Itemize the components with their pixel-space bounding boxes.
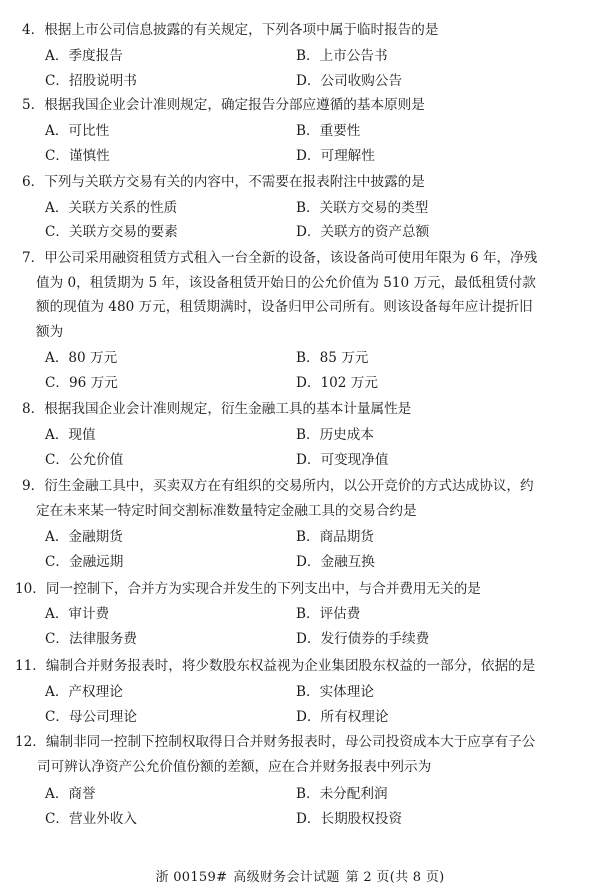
question-number: 8． — [22, 401, 45, 417]
option-c: C．谨慎性 — [45, 148, 110, 164]
option-d: D．可理解性 — [296, 148, 375, 164]
option-b: B．上市公告书 — [296, 48, 388, 64]
question-6 — [22, 170, 582, 195]
question-stem-line: 额为 — [36, 323, 64, 340]
question-stem-line: 甲公司采用融资租赁方式租入一台全新的设备，该设备尚可使用年限为 6 年，净残 — [44, 250, 538, 266]
option-a: A．80 万元 — [45, 350, 118, 366]
option-a: A．季度报告 — [45, 48, 123, 64]
question-stem-line: 定在未来某一特定时间交割标准数量特定金融工具的交易合约是 — [36, 502, 417, 519]
option-c: C．公允价值 — [45, 452, 124, 468]
option-b: B．评估费 — [296, 606, 361, 622]
question-stem: 根据上市公司信息披露的有关规定，下列各项中属于临时报告的是 — [44, 22, 439, 38]
option-b: B．商品期货 — [296, 529, 374, 545]
option-c: C．关联方交易的要素 — [45, 224, 178, 240]
option-d: D．公司收购公告 — [296, 73, 403, 89]
question-9 — [22, 474, 582, 523]
question-12 — [15, 730, 575, 779]
option-c: C．法律服务费 — [45, 631, 137, 647]
question-number: 7． — [22, 250, 45, 266]
question-number: 4． — [22, 22, 45, 38]
question-number: 11． — [15, 658, 46, 674]
question-stem: 同一控制下，合并方为实现合并发生的下列支出中，与合并费用无关的是 — [45, 581, 481, 597]
option-c: C．招股说明书 — [45, 73, 137, 89]
question-number: 10． — [15, 581, 46, 597]
option-d: D．所有权理论 — [296, 709, 389, 725]
option-d: D．可变现净值 — [296, 452, 389, 468]
option-a: A．可比性 — [45, 123, 110, 139]
question-number: 9． — [22, 478, 45, 494]
question-stem: 下列与关联方交易有关的内容中，不需要在报表附注中披露的是 — [44, 174, 425, 190]
option-a: A．商誉 — [45, 786, 96, 802]
option-b: B．未分配利润 — [296, 786, 388, 802]
question-10 — [15, 577, 575, 602]
question-stem-line: 衍生金融工具中，买卖双方在有组织的交易所内，以公开竞价的方式达成协议，约 — [44, 478, 534, 494]
option-d: D．发行债券的手续费 — [296, 631, 430, 647]
question-4 — [22, 18, 582, 43]
option-a: A．审计费 — [45, 606, 110, 622]
question-number: 5． — [22, 97, 45, 113]
option-b: B．历史成本 — [296, 427, 374, 443]
page-number: 第 2 页(共 8 页) — [345, 870, 445, 885]
option-b: B．关联方交易的类型 — [296, 200, 429, 216]
question-stem-line: 司可辨认净资产公允价值份额的差额，应在合并财务报表中列示为 — [37, 758, 432, 775]
option-c: C．金融远期 — [45, 554, 124, 570]
option-c: C．96 万元 — [45, 375, 118, 391]
question-7 — [22, 246, 582, 344]
option-b: B．85 万元 — [296, 350, 369, 366]
question-8 — [22, 397, 582, 422]
option-d: D．关联方的资产总额 — [296, 224, 430, 240]
option-c: C．母公司理论 — [45, 709, 137, 725]
option-a: A．关联方关系的性质 — [45, 200, 178, 216]
question-stem: 编制合并财务报表时，将少数股东权益视为企业集团股东权益的一部分，依据的是 — [45, 658, 536, 674]
option-d: D．长期股权投资 — [296, 811, 403, 827]
option-b: B．实体理论 — [296, 684, 374, 700]
question-stem-line: 值为 0，租赁期为 5 年，该设备租赁开始日的公允价值为 510 万元，最低租赁付款 — [36, 274, 536, 291]
question-stem-line: 编制非同一控制下控制权取得日合并财务报表时，母公司投资成本大于应享有子公 — [45, 734, 536, 750]
question-stem: 根据我国企业会计准则规定，确定报告分部应遵循的基本原则是 — [44, 97, 425, 113]
exam-code: 浙 00159# — [155, 870, 228, 885]
question-5 — [22, 93, 582, 118]
question-number: 6． — [22, 174, 45, 190]
question-stem: 根据我国企业会计准则规定，衍生金融工具的基本计量属性是 — [44, 401, 412, 417]
question-number: 12． — [15, 734, 46, 750]
option-a: A．现值 — [45, 427, 96, 443]
option-d: D．102 万元 — [296, 375, 378, 391]
page-footer — [0, 866, 600, 885]
option-a: A．金融期货 — [45, 529, 123, 545]
option-a: A．产权理论 — [45, 684, 123, 700]
option-d: D．金融互换 — [296, 554, 375, 570]
option-b: B．重要性 — [296, 123, 361, 139]
question-stem-line: 额的现值为 480 万元，租赁期满时，设备归甲公司所有。则该设备每年应计提折旧 — [36, 299, 533, 315]
question-11 — [15, 654, 575, 679]
option-c: C．营业外收入 — [45, 811, 137, 827]
exam-title: 高级财务会计试题 — [233, 870, 340, 885]
